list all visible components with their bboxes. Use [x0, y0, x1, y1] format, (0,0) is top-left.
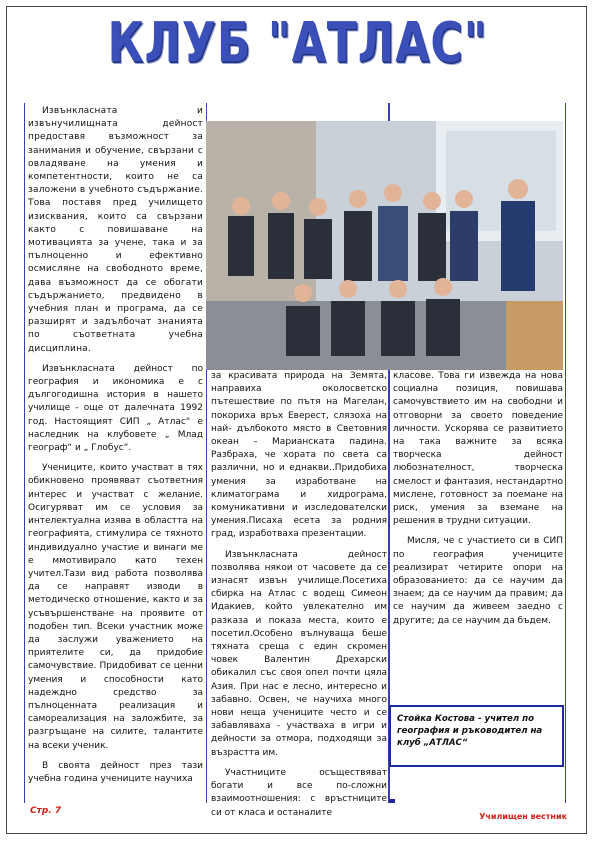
group-photo: [206, 121, 563, 370]
column-3: [393, 370, 563, 670]
column-2-paragraph: Участниците осъществяват богати и все по-сложни взаимоотношения: с връстниците си от класа и останалите: [211, 767, 387, 818]
column-2-paragraph: за красивата природа на Земята, направиха околосветско пътешествие по пътя на Магелан, покориха връх Еверест, слязоха на най- дълбокото място в Световния океан – Марианската падина. Разбраха, че хората по света са различни, но и еднакви..Придобиха умения за изработване на климатограма и хидрограма, комуникативни и изследователски умения.Писаха есета за родния град, изработваха презентации.: [211, 371, 387, 540]
column-1-paragraph: Учениците, които участват в тях обикновено проявяват съответния интерес и участват с желание. Осигуряват им се условия за интелектуална изява в областта на географията, стимулира се тяхното индивидуално участие и винаги ме е ммотивирало като техен учител.Тази вид работа позволява да се направят изводи в методическо отношение, както и за усъвършенстване на проявите от подобен тип. Всеки участник може да заслужи уважението на приятелите си, да придобие самочувствие. Придобиват се ценни умения и способности като надеждно средство за пълноценната реализация и самореализация на заложбите, за разгръщане на силите, талантите на всеки ученик.: [28, 463, 203, 751]
column-2-paragraph: Извънкласната дейност позволява някои от часовете да се изнасят извън училище.Посетиха сбирка на Атлас с водещ Симеон Идакиев, който увлекателно им разказа и показа места, които е посетил.Особено вълнуваща беше тяхната среща с един скромен човек Валентин Дрехарски обикалил със своя опел почти цяла Азия. При нас е лесно, интересно и забавно. Освен, че научиха много нови неща учениците често и се забавляваха - участваха в игри и дейности за отмора, подходящи за възрастта им.: [211, 549, 387, 758]
publication-name: Училищен вестник: [479, 812, 567, 821]
column-1-paragraph: Извънкласната дейност по география и икономика е с дългогодишна история в нашето училище - още от далечната 1992 год. Настоящият СИП „ Атлас“ е наследник на клубовете „ Млад географ“ и „ Глобус“.: [28, 363, 203, 454]
column-1: [28, 105, 203, 805]
group-photo-illustration: [206, 121, 563, 370]
page-title: КЛУБ "АТЛАС": [107, 11, 488, 76]
column-3-paragraph: Мисля, че с участието си в СИП по география учениците реализират четирите опори на образованието: да се научим да знаем; да се научим да правим; да се научим да живеем заедно с другите; да се научим да бъдем.: [393, 536, 563, 626]
column-1-paragraph: Извънкласната и извънучилищната дейност предоставя възможност за занимания и обучение, свързани с овладяване на умения и компетентности, които не са заложени в учебното съдържание. Това поставя пред училището изисквания, които са свързани както с повишаване на мотивацията за учене, така и за пълноценно и ефективно осмисляне на свободното време, дава възможност да се обогати съдържанието, предвидено в учебния план и програма, да се разширят и задълбочат знанията по съответната учебна дисциплина.: [28, 106, 203, 354]
column-2: [211, 370, 387, 818]
author-signature: Стойка Костова - учител по география и ръководител на клуб „АТЛАС“: [397, 714, 543, 748]
column-1-paragraph: В своята дейност през тази учебна година учениците научиха: [28, 760, 203, 784]
page-number: Стр. 7: [30, 806, 62, 816]
column-marker: [389, 799, 395, 803]
author-signature-box: [389, 705, 564, 767]
column-3-paragraph: класове. Това ги извежда на нова социална позиция, повишава самочувствието им на свободни и отговорни за своето поведение личности. Ускорява се развитието на така важните за всяка творческа дейност любознателност, творческа смелост и фантазия, нестандартно мислене, готовност за поемане на риск, умения за вземане на решения в трудни ситуации.: [393, 371, 563, 527]
